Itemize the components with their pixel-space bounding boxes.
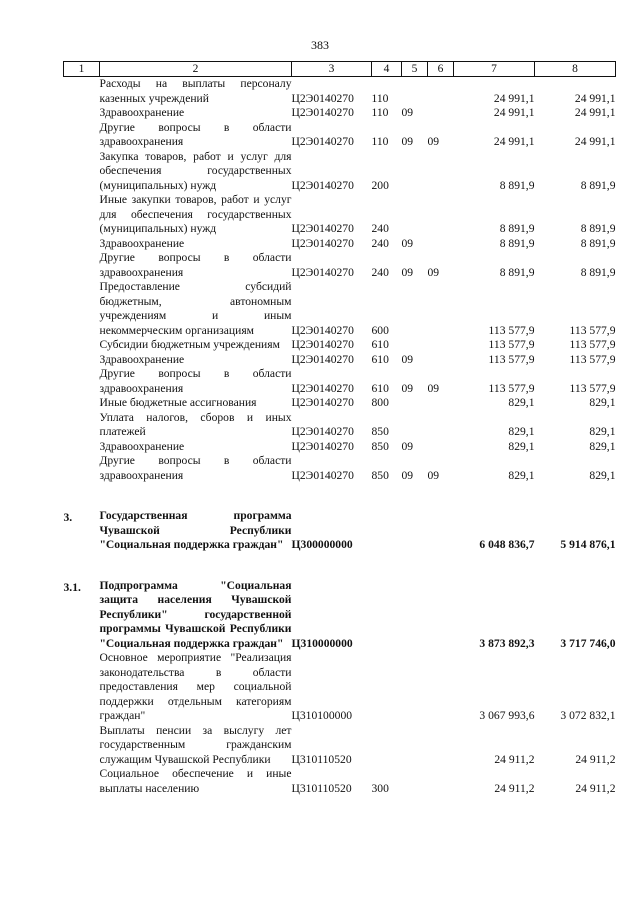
section	[402, 767, 428, 796]
row-number	[64, 251, 100, 280]
section	[402, 651, 428, 724]
table-row	[64, 353, 616, 368]
table-row	[64, 106, 616, 121]
amount-year-2: 24 991,1	[574, 135, 616, 148]
amount-year-2: 8 891,9	[580, 265, 616, 279]
section: 09	[401, 265, 414, 279]
table-row	[64, 237, 616, 252]
section	[402, 509, 428, 553]
subsection	[428, 651, 454, 724]
expense-type	[372, 579, 402, 652]
section: 09	[401, 381, 414, 395]
section: 09	[401, 352, 414, 366]
row-name: Закупка товаров, работ и услуг для обеспечения государственных (муниципальных) нужд	[99, 149, 292, 192]
table-row	[64, 411, 616, 440]
table-row	[64, 280, 616, 338]
amount-year-2: 24 911,2	[575, 752, 616, 766]
section	[402, 579, 428, 652]
expense-type: 240	[371, 265, 389, 279]
row-name: Социальное обеспечение и иные выплаты населению	[99, 767, 292, 795]
subsection: 09	[427, 381, 440, 395]
table-row	[64, 767, 616, 796]
row-number	[64, 280, 100, 338]
amount-year-1: 3 873 892,3	[479, 636, 535, 650]
expense-type: 240	[371, 236, 389, 250]
subsection	[428, 237, 454, 252]
section: 09	[401, 135, 414, 148]
section	[402, 338, 428, 353]
column-header: 4	[372, 62, 402, 77]
target-article-code: Ц2Э0140270	[291, 439, 354, 453]
amount-year-1: 24 991,1	[493, 91, 535, 105]
column-header: 2	[100, 62, 292, 77]
amount-year-1: 829,1	[508, 439, 535, 453]
subsection	[428, 440, 454, 455]
amount-year-1: 3 067 993,6	[479, 709, 535, 722]
row-name: Здравоохранение	[99, 236, 185, 250]
subsection: 09	[427, 265, 440, 279]
target-article-code: Ц2Э0140270	[291, 352, 354, 366]
section	[402, 411, 428, 440]
amount-year-1: 829,1	[508, 468, 535, 482]
row-number	[64, 150, 100, 194]
section: 09	[401, 439, 414, 453]
column-header: 5	[402, 62, 428, 77]
table-row	[64, 579, 616, 652]
row-number	[64, 396, 100, 411]
amount-year-2: 8 891,9	[580, 222, 616, 235]
amount-year-1: 8 891,9	[499, 222, 535, 235]
amount-year-2: 3 717 746,0	[560, 636, 616, 650]
target-article-code: Ц2Э0140270	[291, 222, 354, 235]
row-name: Другие вопросы в области здравоохранения	[99, 251, 292, 279]
target-article-code: Ц310000000	[291, 636, 353, 650]
expense-type: 800	[371, 396, 389, 409]
table-row	[64, 440, 616, 455]
table-row	[64, 367, 616, 396]
row-number	[64, 106, 100, 121]
table-row	[64, 121, 616, 150]
row-number	[64, 338, 100, 353]
amount-year-2: 829,1	[589, 396, 616, 409]
row-name: Другие вопросы в области здравоохранения	[99, 454, 292, 482]
subsection	[428, 106, 454, 121]
amount-year-2: 24 911,2	[575, 781, 616, 795]
row-name: Здравоохранение	[99, 106, 185, 119]
section	[402, 280, 428, 338]
subsection	[428, 509, 454, 553]
expense-type: 850	[371, 425, 389, 438]
column-number-header	[64, 62, 616, 77]
row-number	[64, 724, 100, 768]
section: 09	[401, 236, 414, 250]
target-article-code: Ц2Э0140270	[291, 135, 354, 148]
row-number	[64, 767, 100, 796]
subsection	[428, 767, 454, 796]
target-article-code: Ц310110520	[291, 752, 352, 766]
target-article-code: Ц2Э0140270	[291, 106, 354, 119]
row-number	[64, 77, 100, 107]
subsection	[428, 353, 454, 368]
table-row	[64, 338, 616, 353]
row-number	[64, 353, 100, 368]
amount-year-1: 113 577,9	[488, 338, 535, 351]
row-number: 3.	[63, 511, 73, 524]
amount-year-1: 24 911,2	[494, 781, 535, 795]
target-article-code: Ц2Э0140270	[291, 236, 354, 250]
amount-year-1: 8 891,9	[499, 265, 535, 279]
expense-type: 600	[371, 323, 389, 337]
subsection	[428, 579, 454, 652]
row-number	[64, 237, 100, 252]
amount-year-2: 24 991,1	[574, 91, 616, 105]
amount-year-2: 24 991,1	[574, 106, 616, 119]
expense-type: 240	[371, 222, 389, 235]
row-name: Другие вопросы в области здравоохранения	[99, 120, 292, 148]
section: 09	[401, 106, 414, 119]
amount-year-1: 113 577,9	[488, 381, 535, 395]
expense-type: 200	[371, 178, 389, 192]
row-name: Иные бюджетные ассигнования	[99, 396, 257, 409]
subsection	[428, 150, 454, 194]
amount-year-2: 113 577,9	[569, 381, 616, 395]
row-name: Здравоохранение	[99, 352, 185, 366]
section	[402, 150, 428, 194]
table-row	[64, 251, 616, 280]
row-number	[64, 193, 100, 237]
subsection	[428, 724, 454, 768]
amount-year-2: 113 577,9	[569, 323, 616, 337]
amount-year-2: 8 891,9	[580, 236, 616, 250]
amount-year-1: 829,1	[508, 425, 535, 438]
section	[402, 193, 428, 237]
expense-type	[372, 724, 402, 768]
amount-year-1: 113 577,9	[488, 323, 535, 337]
target-article-code: Ц310100000	[291, 709, 353, 722]
column-header: 8	[535, 62, 616, 77]
target-article-code: Ц310110520	[291, 781, 352, 795]
amount-year-2: 8 891,9	[580, 178, 616, 192]
spacer-row	[64, 553, 616, 579]
amount-year-1: 113 577,9	[488, 352, 535, 366]
expense-type: 300	[371, 781, 389, 795]
row-number: 3.1.	[63, 580, 81, 594]
target-article-code: Ц300000000	[291, 538, 353, 551]
page-number: 383	[311, 38, 329, 52]
row-name: Другие вопросы в области здравоохранения	[99, 367, 292, 395]
row-number	[64, 454, 100, 483]
subsection	[428, 396, 454, 411]
table-row	[64, 651, 616, 724]
subsection	[428, 338, 454, 353]
target-article-code: Ц2Э0140270	[291, 265, 354, 279]
row-name: Основное мероприятие "Реализация законодательства в области предоставления мер социальной поддержки отдельным категориям граждан"	[99, 651, 292, 722]
expense-type: 610	[371, 338, 389, 351]
subsection	[428, 280, 454, 338]
expense-type: 610	[371, 381, 389, 395]
expense-type: 110	[371, 91, 389, 105]
subsection: 09	[427, 135, 440, 148]
column-header: 1	[64, 62, 100, 77]
expense-type: 850	[371, 439, 389, 453]
amount-year-2: 829,1	[589, 468, 616, 482]
section	[402, 77, 428, 107]
row-name: Подпрограмма "Социальная защита населения Чувашской Республики" государственной программы Чувашской Республики "Социальная поддержка граждан"	[99, 578, 292, 650]
row-name: Здравоохранение	[99, 439, 185, 453]
amount-year-1: 24 911,2	[494, 752, 535, 766]
expense-type: 110	[371, 106, 389, 119]
expense-type	[372, 651, 402, 724]
amount-year-2: 5 914 876,1	[560, 538, 616, 551]
amount-year-2: 3 072 832,1	[560, 709, 616, 722]
subsection	[428, 193, 454, 237]
row-name: Расходы на выплаты персоналу казенных учреждений	[99, 77, 292, 105]
row-name: Выплаты пенсии за выслугу лет государственным гражданским служащим Чувашской Республики	[99, 723, 292, 766]
amount-year-1: 8 891,9	[499, 178, 535, 192]
expense-type: 610	[371, 352, 389, 366]
section: 09	[401, 468, 414, 482]
amount-year-2: 113 577,9	[569, 338, 616, 351]
row-number	[64, 440, 100, 455]
subsection	[428, 411, 454, 440]
table-row	[64, 724, 616, 768]
table-row	[64, 193, 616, 237]
amount-year-2: 829,1	[589, 425, 616, 438]
amount-year-1: 829,1	[508, 396, 535, 409]
spacer-row	[64, 483, 616, 509]
target-article-code: Ц2Э0140270	[291, 425, 354, 438]
target-article-code: Ц2Э0140270	[291, 91, 354, 105]
target-article-code: Ц2Э0140270	[291, 178, 354, 192]
section	[402, 396, 428, 411]
amount-year-1: 8 891,9	[499, 236, 535, 250]
row-number	[64, 411, 100, 440]
row-number	[64, 367, 100, 396]
target-article-code: Ц2Э0140270	[291, 396, 354, 409]
subsection: 09	[427, 468, 440, 482]
expense-type: 850	[371, 468, 389, 482]
amount-year-1: 6 048 836,7	[479, 538, 535, 551]
row-name: Иные закупки товаров, работ и услуг для обеспечения государственных (муниципальных) нужд	[99, 193, 292, 235]
table-row	[64, 77, 616, 107]
row-name: Государственная программа Чувашской Республики "Социальная поддержка граждан"	[99, 509, 292, 551]
target-article-code: Ц2Э0140270	[291, 381, 354, 395]
table-row	[64, 509, 616, 553]
column-header: 6	[428, 62, 454, 77]
expense-type	[372, 509, 402, 553]
amount-year-2: 829,1	[589, 439, 616, 453]
amount-year-2: 113 577,9	[569, 352, 616, 366]
section	[402, 724, 428, 768]
table-row	[64, 396, 616, 411]
row-name: Уплата налогов, сборов и иных платежей	[99, 410, 292, 438]
column-header: 7	[454, 62, 535, 77]
row-name: Предоставление субсидий бюджетным, автономным учреждениям и иным некоммерческим организациям	[99, 280, 292, 337]
column-header: 3	[292, 62, 372, 77]
row-number	[64, 121, 100, 150]
target-article-code: Ц2Э0140270	[291, 468, 354, 482]
table-row	[64, 454, 616, 483]
subsection	[428, 77, 454, 107]
amount-year-1: 24 991,1	[493, 106, 535, 119]
table-row	[64, 150, 616, 194]
target-article-code: Ц2Э0140270	[291, 338, 354, 351]
target-article-code: Ц2Э0140270	[291, 323, 354, 337]
row-name: Субсидии бюджетным учреждениям	[99, 338, 280, 351]
amount-year-1: 24 991,1	[493, 135, 535, 148]
budget-table	[63, 61, 616, 796]
row-number	[64, 651, 100, 724]
expense-type: 110	[371, 135, 389, 148]
